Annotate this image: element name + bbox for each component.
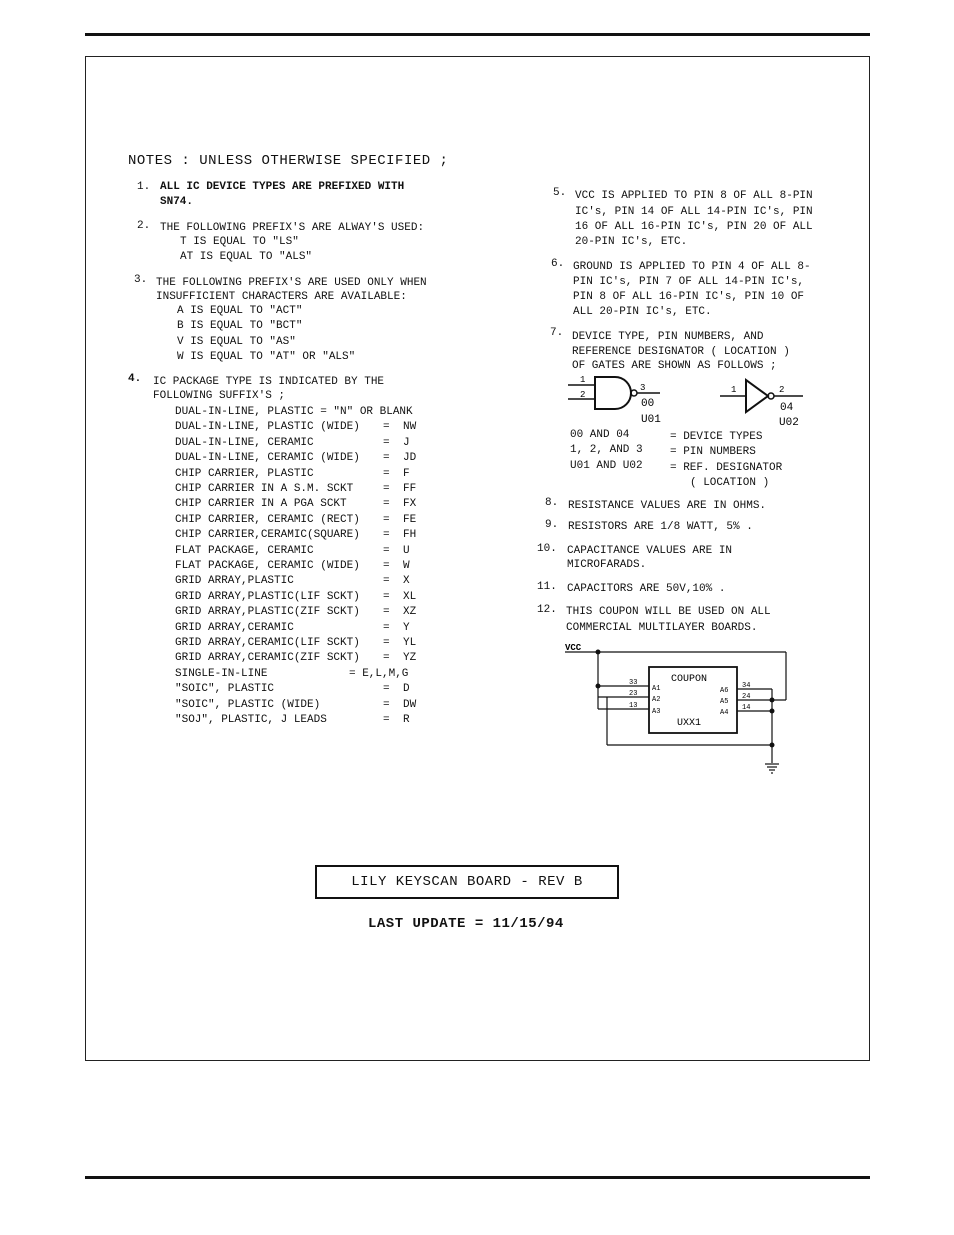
package-suffix: = E,L,M,G — [349, 667, 409, 680]
package-name: GRID ARRAY,CERAMIC — [175, 621, 294, 634]
package-suffix: JD — [403, 452, 417, 465]
package-name: DUAL-IN-LINE, CERAMIC (WIDE) — [175, 452, 360, 465]
note-10-line-1: CAPACITANCE VALUES ARE IN — [567, 545, 733, 557]
note-2-line-2: T IS EQUAL TO "LS" — [180, 236, 299, 248]
bottom-rule — [85, 1176, 870, 1179]
package-equals: = — [383, 560, 390, 572]
ground-icon — [765, 764, 779, 773]
note-3-line-3: A IS EQUAL TO "ACT" — [177, 305, 303, 317]
pin-34: 34 — [742, 682, 751, 690]
package-suffix: X — [403, 575, 410, 588]
package-name: CHIP CARRIER IN A S.M. SCKT — [175, 483, 354, 495]
package-equals: = — [383, 513, 390, 526]
gate2-ref: U02 — [779, 417, 799, 429]
note-4-line-1: IC PACKAGE TYPE IS INDICATED BY THE — [153, 376, 385, 388]
board-title: LILY KEYSCAN BOARD - REV B — [351, 874, 583, 890]
note-1-line-2: SN74. — [160, 196, 194, 208]
pin-14: 14 — [742, 704, 751, 712]
package-suffix: DW — [403, 698, 417, 711]
package-name: GRID ARRAY,PLASTIC(LIF SCKT) — [175, 590, 360, 603]
package-equals: = — [383, 436, 390, 449]
note-4-line-2: FOLLOWING SUFFIX'S ; — [153, 390, 286, 402]
package-equals: = — [383, 529, 390, 542]
note-7-line-3: OF GATES ARE SHOWN AS FOLLOWS ; — [572, 360, 777, 372]
package-name: GRID ARRAY,CERAMIC(LIF SCKT) — [175, 637, 360, 649]
note-6-line-4: ALL 20-PIN IC's, ETC. — [573, 306, 712, 318]
package-equals: = — [383, 652, 390, 665]
note-3-line-1: THE FOLLOWING PREFIX'S ARE USED ONLY WHEN — [156, 277, 427, 289]
note-7-line-1: DEVICE TYPE, PIN NUMBERS, AND — [572, 331, 764, 343]
package-equals: = — [383, 452, 390, 465]
package-equals: = — [383, 421, 390, 434]
package-suffix: YL — [403, 637, 417, 649]
note-6-line-3: PIN 8 OF ALL 16-PIN IC's, PIN 10 OF — [573, 291, 805, 303]
note-3-line-6: W IS EQUAL TO "AT" OR "ALS" — [177, 351, 356, 363]
package-suffix: R — [403, 714, 410, 726]
gate1-ref: U01 — [641, 414, 661, 426]
package-name: SINGLE-IN-LINE — [175, 667, 268, 680]
gate1-pin1: 1 — [580, 375, 586, 385]
last-update: LAST UPDATE = 11/15/94 — [368, 916, 564, 932]
package-suffix: XZ — [403, 606, 417, 619]
legend-left-2: 1, 2, AND 3 — [570, 444, 643, 456]
note-9-number: 9. — [545, 519, 559, 531]
package-name: CHIP CARRIER,CERAMIC(SQUARE) — [175, 529, 360, 542]
package-name: CHIP CARRIER, CERAMIC (RECT) — [175, 513, 360, 526]
note-3-line-4: B IS EQUAL TO "BCT" — [177, 320, 303, 332]
note-7-number: 7. — [550, 327, 564, 339]
note-3-number: 3. — [134, 274, 148, 286]
note-6-line-1: GROUND IS APPLIED TO PIN 4 OF ALL 8- — [573, 261, 811, 273]
legend-right-4: ( LOCATION ) — [690, 477, 770, 489]
legend-left-1: 00 AND 04 — [570, 429, 630, 441]
package-equals: = — [383, 498, 390, 511]
package-name: CHIP CARRIER, PLASTIC — [175, 467, 314, 480]
package-equals: = — [383, 606, 390, 619]
note-3-line-2: INSUFFICIENT CHARACTERS ARE AVAILABLE: — [156, 291, 407, 303]
pin-a2: A2 — [652, 696, 661, 704]
package-equals: = — [383, 590, 390, 603]
pin-a6: A6 — [720, 687, 729, 695]
note-8-number: 8. — [545, 497, 559, 509]
note-1-number: 1. — [137, 181, 151, 193]
pin-a3: A3 — [652, 708, 661, 716]
note-7-line-2: REFERENCE DESIGNATOR ( LOCATION ) — [572, 346, 790, 358]
note-5-line-1: VCC IS APPLIED TO PIN 8 OF ALL 8-PIN — [575, 190, 813, 202]
package-suffix: XL — [403, 590, 417, 603]
package-suffix: FF — [403, 483, 417, 495]
package-equals: = — [383, 714, 390, 726]
note-12-line-2: COMMERCIAL MULTILAYER BOARDS. — [566, 622, 758, 634]
note-10-line-2: MICROFARADS. — [567, 559, 647, 571]
note-6-number: 6. — [551, 258, 565, 270]
package-suffix: W — [403, 560, 410, 572]
gate1-pin3: 3 — [640, 383, 646, 393]
note-3-line-5: V IS EQUAL TO "AS" — [177, 336, 296, 348]
package-name: GRID ARRAY,CERAMIC(ZIF SCKT) — [175, 652, 360, 665]
pin-13: 13 — [629, 702, 638, 710]
legend-right-2: = PIN NUMBERS — [670, 446, 756, 458]
package-name: GRID ARRAY,PLASTIC — [175, 575, 294, 588]
notes-title: NOTES : UNLESS OTHERWISE SPECIFIED ; — [128, 153, 449, 169]
gate2-pin2: 2 — [779, 385, 785, 395]
note-11-text: CAPACITORS ARE 50V,10% . — [567, 583, 726, 595]
package-equals: = — [383, 698, 390, 711]
note-5-line-2: IC's, PIN 14 OF ALL 14-PIN IC's, PIN — [575, 206, 813, 218]
coupon-title: COUPON — [671, 674, 708, 685]
note-2-number: 2. — [137, 220, 151, 232]
package-name: FLAT PACKAGE, CERAMIC — [175, 544, 314, 557]
package-name: DUAL-IN-LINE, PLASTIC (WIDE) — [175, 421, 360, 434]
package-suffix: U — [403, 544, 410, 557]
note-2-line-1: THE FOLLOWING PREFIX'S ARE ALWAY'S USED: — [160, 222, 425, 234]
gate1-pin2: 2 — [580, 390, 586, 400]
coupon-ref: UXX1 — [677, 718, 702, 729]
package-name: FLAT PACKAGE, CERAMIC (WIDE) — [175, 560, 360, 572]
package-equals: = — [383, 683, 390, 696]
package-suffix: Y — [403, 621, 410, 634]
note-1-line-1: ALL IC DEVICE TYPES ARE PREFIXED WITH — [160, 181, 405, 193]
board-title-box — [315, 865, 619, 899]
gate1-type: 00 — [641, 398, 655, 410]
package-name: "SOIC", PLASTIC (WIDE) — [175, 698, 321, 711]
package-suffix: FH — [403, 529, 417, 542]
note-11-number: 11. — [537, 581, 557, 593]
pin-a1: A1 — [652, 685, 661, 693]
gate2-type: 04 — [780, 402, 794, 414]
package-name: "SOJ", PLASTIC, J LEADS — [175, 714, 327, 726]
package-name: GRID ARRAY,PLASTIC(ZIF SCKT) — [175, 606, 360, 619]
note-12-line-1: THIS COUPON WILL BE USED ON ALL — [566, 606, 771, 618]
pin-33: 33 — [629, 679, 638, 687]
package-suffix: YZ — [403, 652, 417, 665]
note-4-number: 4. — [128, 373, 142, 385]
note-12-number: 12. — [537, 604, 557, 616]
package-suffix: J — [403, 436, 410, 449]
package-equals: = — [383, 637, 390, 649]
vcc-label: VCC — [565, 643, 582, 653]
package-name: "SOIC", PLASTIC — [175, 683, 275, 696]
legend-right-1: = DEVICE TYPES — [670, 431, 763, 443]
package-suffix: FE — [403, 513, 417, 526]
pin-a5: A5 — [720, 698, 729, 706]
note-5-line-3: 16 OF ALL 16-PIN IC's, PIN 20 OF ALL — [575, 221, 813, 233]
package-suffix: F — [403, 467, 410, 480]
note-10-number: 10. — [537, 543, 557, 555]
note-5-number: 5. — [553, 187, 567, 199]
package-suffix: FX — [403, 498, 417, 511]
package-suffix: NW — [403, 421, 417, 434]
legend-right-3: = REF. DESIGNATOR — [670, 462, 783, 474]
package-name: DUAL-IN-LINE, CERAMIC — [175, 436, 314, 449]
package-suffix: D — [403, 683, 410, 696]
package-equals: = — [383, 621, 390, 634]
note-2-line-3: AT IS EQUAL TO "ALS" — [180, 251, 313, 263]
note-5-line-4: 20-PIN IC's, ETC. — [575, 236, 688, 248]
package-name: DUAL-IN-LINE, PLASTIC = "N" OR BLANK — [175, 406, 413, 418]
note-8-text: RESISTANCE VALUES ARE IN OHMS. — [568, 500, 767, 512]
pin-a4: A4 — [720, 709, 729, 717]
note-6-line-2: PIN IC's, PIN 7 OF ALL 14-PIN IC's, — [573, 276, 805, 288]
gate2-pin1: 1 — [731, 385, 737, 395]
pin-24: 24 — [742, 693, 751, 701]
legend-left-3: U01 AND U02 — [570, 460, 643, 472]
package-equals: = — [383, 483, 390, 495]
package-equals: = — [383, 544, 390, 557]
note-9-text: RESISTORS ARE 1/8 WATT, 5% . — [568, 521, 753, 533]
package-name: CHIP CARRIER IN A PGA SCKT — [175, 498, 347, 511]
pin-23: 23 — [629, 690, 638, 698]
package-equals: = — [383, 467, 390, 480]
package-equals: = — [383, 575, 390, 588]
